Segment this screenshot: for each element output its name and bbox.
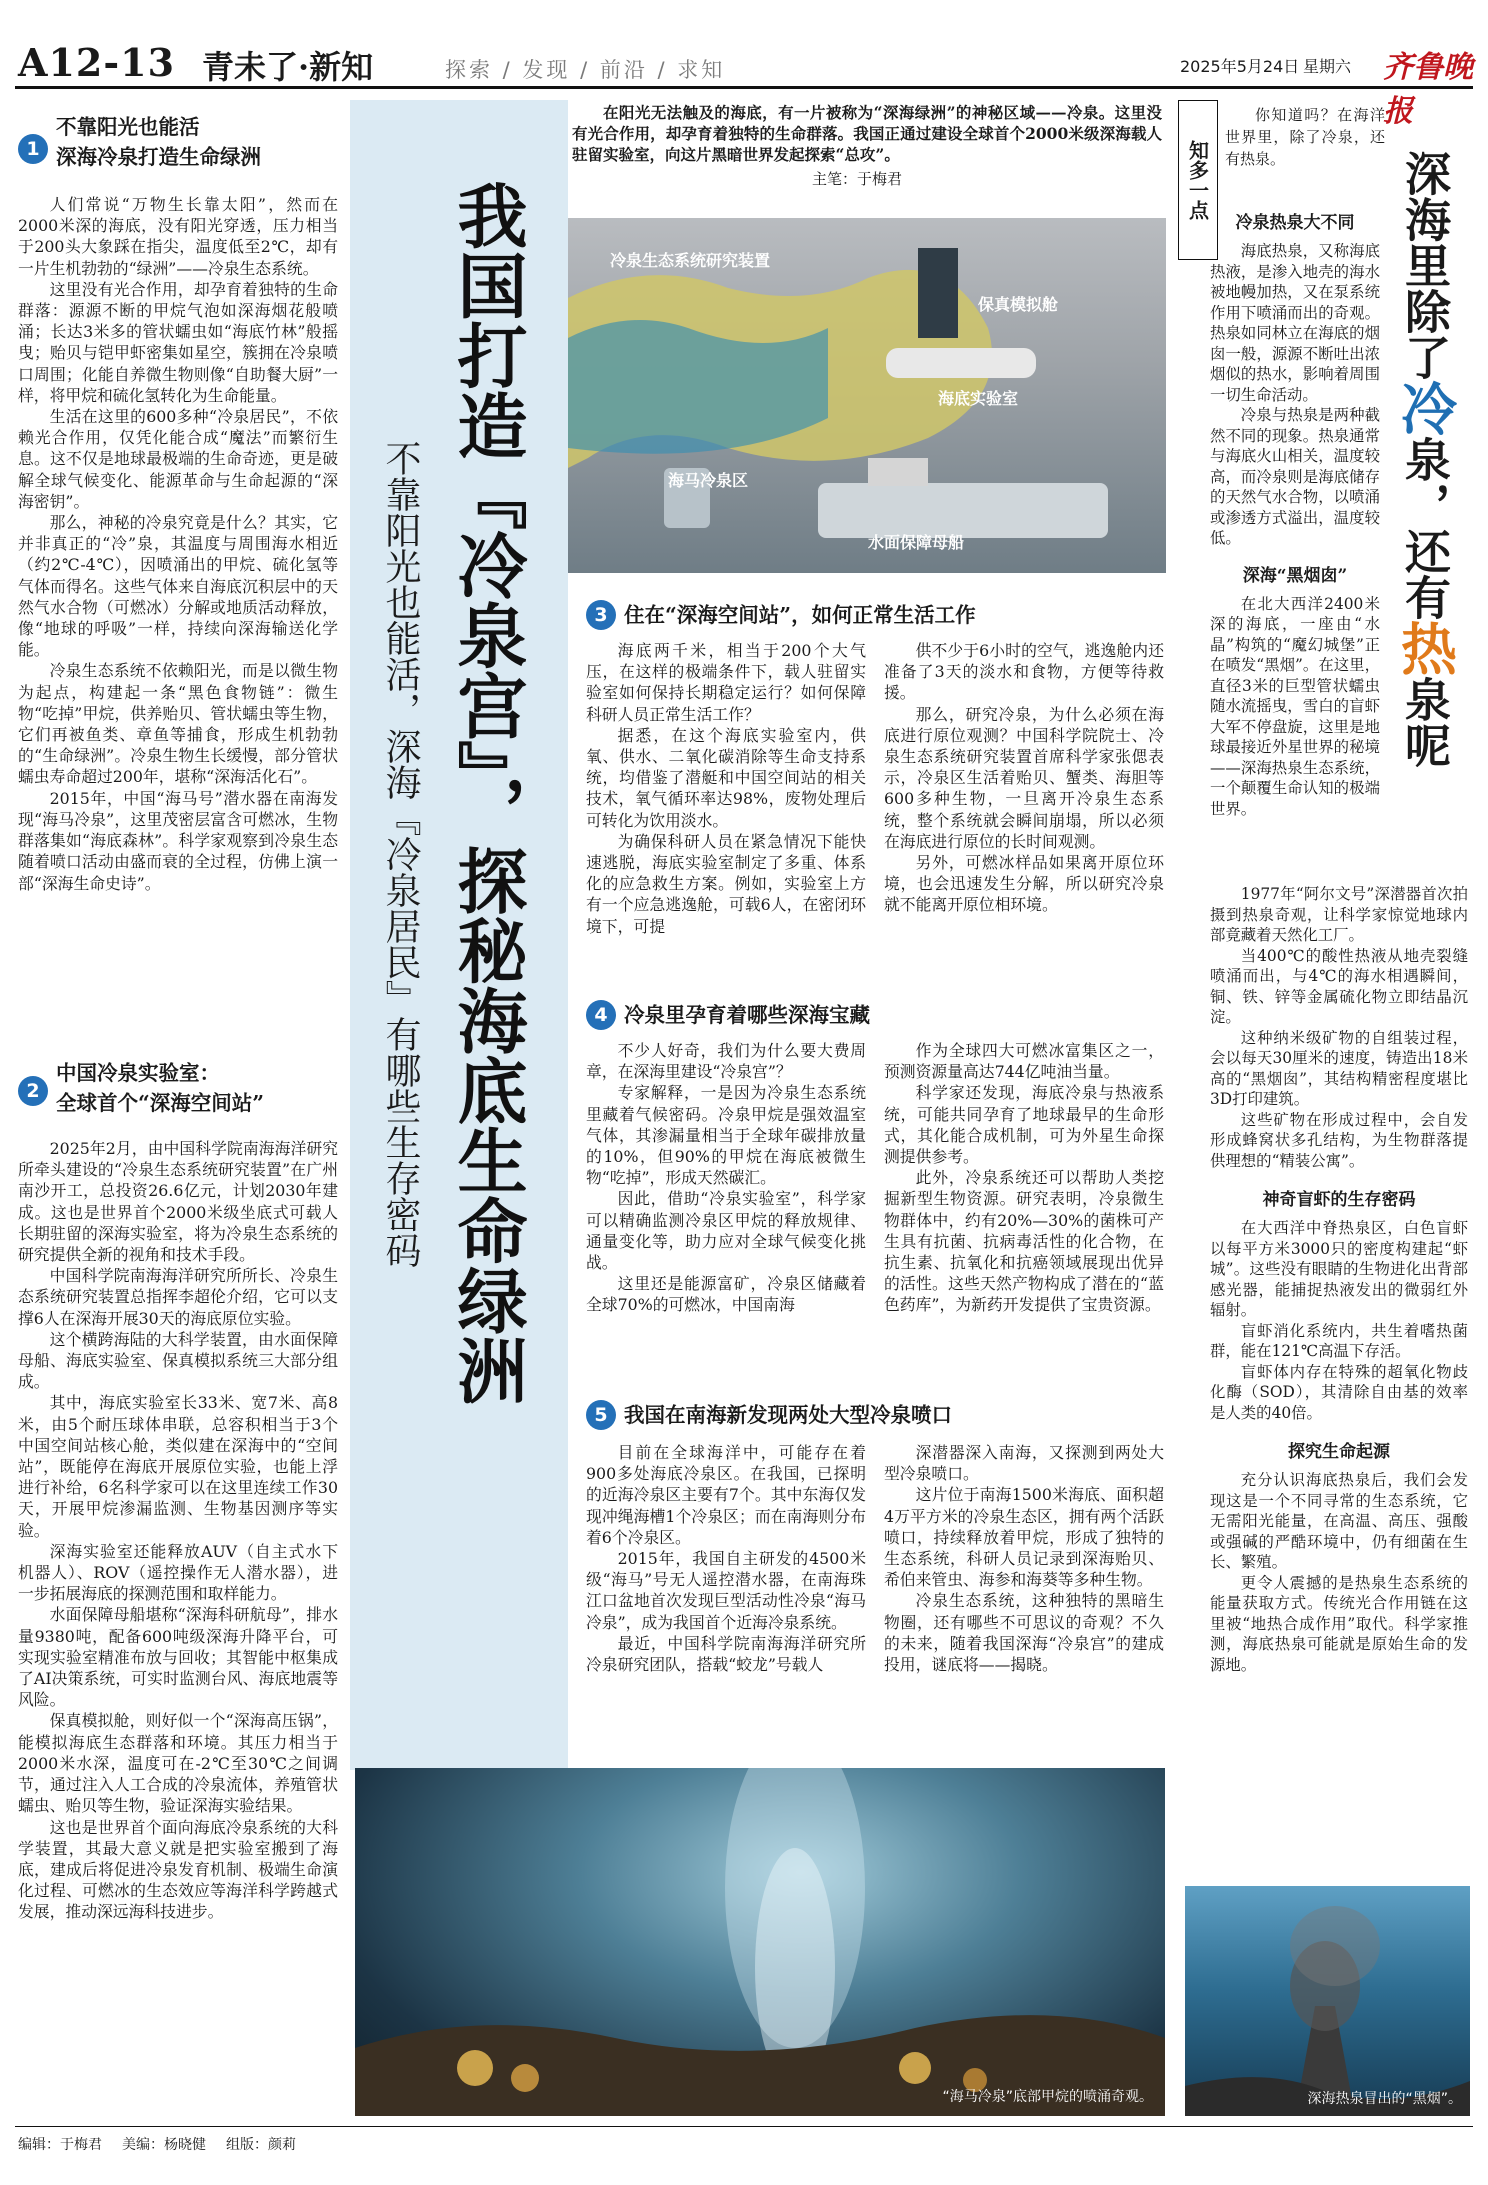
paragraph: 这个横跨海陆的大科学装置，由水面保障母船、海底实验室、保真模拟系统三大部分组成。 <box>18 1329 338 1392</box>
section-5-heading <box>586 1400 1166 1430</box>
section-2 <box>18 1058 338 1923</box>
methane-plume-photo <box>355 1768 1165 2116</box>
paragraph: 为确保科研人员在紧急情况下能快速逃脱，海底实验室制定了多重、体系化的应急救生方案。例如，实验室上方有一个应急逃逸舱，可载6人，在密闭环境下，可提 <box>586 831 866 936</box>
paragraph: 最近，中国科学院南海海洋研究所冷泉研究团队，搭载“蛟龙”号载人 <box>586 1633 866 1675</box>
intro-text: 在阳光无法触及的海底，有一片被称为“深海绿洲”的神秘区域——冷泉。这里没有光合作用，却孕育着独特的生命群落。我国正通过建设全球首个2000米级深海载人驻留实验室，向这片黑暗世界发起探索“总攻”。 <box>572 103 1162 164</box>
section-name: 青未了·新知 <box>202 48 374 86</box>
paragraph: 生活在这里的600多种“冷泉居民”，不依赖光合作用，仅凭化能合成“魔法”而繁衍生息。这不仅是地球最极端的生命奇迹，更是破解全球气候变化、能源革命与生命起源的“深海密钥”。 <box>18 407 338 511</box>
sidebar-headline-cold: 冷 <box>1392 380 1458 436</box>
section-1-title-line1: 不靠阳光也能活 <box>56 115 200 139</box>
photo-label: 海马冷泉区 <box>668 471 749 490</box>
paragraph: 当400℃的酸性热液从地壳裂缝喷涌而出，与4℃的海水相遇瞬间，铜、铁、锌等金属硫化物立即结晶沉淀。 <box>1210 946 1468 1026</box>
newspaper-logo: 齐鲁晚报 <box>1383 50 1473 129</box>
section-5 <box>586 1400 1166 1675</box>
paragraph: 1977年“阿尔文号”深潜器首次拍摄到热泉奇观，让科学家惊觉地球内部竟藏着天然化工厂。 <box>1210 885 1468 944</box>
paragraph: 充分认识海底热泉后，我们会发现这是一个不同寻常的生态系统，它无需阳光能量，在高温、高压、强酸或强碱的严酷环境中，仍有细菌在生长、繁殖。 <box>1210 1471 1468 1571</box>
section-3 <box>586 600 1166 937</box>
paragraph: 保真模拟舱，则好似一个“深海高压锅”，能模拟海底生态群落和环境。其压力相当于2000米水深，温度可在-2℃至30℃之间调节，通过注入人工合成的冷泉流体，养殖管状蠕虫、贻贝等生物，验证深海实验结果。 <box>18 1711 338 1816</box>
paragraph: 这里还是能源富矿，冷泉区储藏着全球70%的可燃冰，中国南海 <box>586 1274 866 1315</box>
section-4-number: 4 <box>586 1000 616 1030</box>
sidebar-subhead: 神奇盲虾的生存密码 <box>1262 1190 1416 1210</box>
paragraph: 专家解释，一是因为冷泉生态系统里藏着气候密码。冷泉甲烷是强效温室气体，其渗漏量相当于全球年碳排放量的10%，但90%的甲烷在海底被微生物“吃掉”，形成天然碳汇。 <box>586 1083 866 1188</box>
paragraph: 2015年，中国“海马号”潜水器在南海发现“海马冷泉”，这里茂密层富含可燃冰，生物群落集如“海底森林”。科学家观察到冷泉生态随着喷口活动由盛而衰的全过程，仿佛上演一部“深海生命史诗”。 <box>18 788 338 893</box>
footer-rule <box>15 2126 1473 2127</box>
paragraph: 此外，冷泉系统还可以帮助人类挖掘新型生物资源。研究表明，冷泉微生物群体中，约有20%—30%的菌株可产生具有抗菌、抗病毒活性的化合物，在抗生素、抗氧化和抗癌领域展现出优异的活性。这些天然产物构成了潜在的“蓝色药库”，为新药开发提供了宝贵资源。 <box>884 1168 1164 1315</box>
paragraph: 这种纳米级矿物的自组装过程，会以每天30厘米的速度，铸造出18米高的“黑烟囱”，其结构精密程度堪比3D打印建筑。 <box>1210 1028 1468 1108</box>
paragraph: 冷泉与热泉是两种截然不同的现象。热泉通常与海底火山相关，温度较高，而冷泉则是海底储存的天然气水合物，以喷涌或渗透方式溢出，温度较低。 <box>1210 406 1380 547</box>
sidebar-col-a <box>1210 208 1380 819</box>
paragraph: 这些矿物在形成过程中，会自发形成蜂窝状多孔结构，为生物群落提供理想的“精装公寓”。 <box>1210 1110 1468 1170</box>
byline: 主笔：于梅君 <box>812 170 903 188</box>
sidebar-intro: 你知道吗？在海洋世界里，除了冷泉，还有热泉。 <box>1225 106 1385 168</box>
paragraph: 冷泉生态系统不依赖阳光，而是以微生物为起点，构建起一条“黑色食物链”：微生物“吃掉”甲烷，供养贻贝、管状蠕虫等生物，它们再被鱼类、章鱼等捕食，形成生机勃勃的“生命绿洲”。冷泉生物生长缓慢，部分管状蠕虫寿命超过200年，堪称“深海活化石”。 <box>18 661 338 787</box>
sidebar-headline-part: 泉，还有 <box>1398 436 1452 620</box>
sidebar-headline-hot: 热 <box>1392 620 1458 676</box>
main-headline: 我国打造『冷泉宫』，探秘海底生命绿洲 <box>446 180 529 1405</box>
sidebar-headline-part: 泉呢 <box>1398 676 1452 768</box>
paragraph: 在北大西洋2400米深的海底，一座由“水晶”构筑的“魔幻城堡”正在喷发“黑烟”。在这里，直径3米的巨型管状蠕虫随水流摇曳，雪白的盲虾大军不停盘旋，这里是地球最接近外星世界的秘境——深海热泉生态系统，一个颠覆生命认知的极端世界。 <box>1210 594 1380 818</box>
paragraph: 目前在全球海洋中，可能存在着900多处海底冷泉区。在我国，已探明的近海冷泉区主要有7个。其中东海仅发现冲绳海槽1个冷泉区；而在南海则分布着6个冷泉区。 <box>586 1443 866 1547</box>
paragraph: 因此，借助“冷泉实验室”，科学家可以精确监测冷泉区甲烷的释放规律、通量变化等，助力应对全球气候变化挑战。 <box>586 1189 866 1273</box>
footer-editor: 编辑：于梅君 <box>18 2137 102 2153</box>
sidebar-headline-part: 深海里除了 <box>1398 150 1452 380</box>
section-4-heading <box>586 1000 1166 1030</box>
paragraph: 这片位于南海1500米海底、面积超4万平方米的冷泉生态区，拥有两个活跃喷口，持续释放着甲烷，形成了独特的生态系统，科研人员记录到深海贻贝、希伯来管虫、海参和海葵等多种生物。 <box>884 1485 1164 1590</box>
paragraph: 深海实验室还能释放AUV（自主式水下机器人）、ROV（遥控操作无人潜水器），进一步拓展海底的探测范围和取样能力。 <box>18 1541 338 1604</box>
paragraph: 更令人震撼的是热泉生态系统的能量获取方式。传统光合作用链在这里被“地热合成作用”取代。科学家推测，海底热泉可能就是原始生命的发源地。 <box>1210 1573 1468 1674</box>
photo-label: 水面保障母船 <box>868 533 965 552</box>
sidebar-subhead: 深海“黑烟囱” <box>1242 565 1348 586</box>
paragraph: 深潜器深入南海，又探测到两处大型冷泉喷口。 <box>884 1443 1164 1484</box>
paragraph: 那么，神秘的冷泉究竟是什么？其实，它并非真正的“冷”泉，其温度与周围海水相近（约2℃-4℃），因喷涌出的甲烷、硫化氢等气体而得名。这些气体来自海底沉积层中的天然气水合物（可燃冰）分解或地质活动释放，像“地球的呼吸”一样，持续向深海输送化学能。 <box>18 513 338 660</box>
page-number: A12-13 <box>18 40 176 85</box>
photo-caption: “海马冷泉”底部甲烷的喷涌奇观。 <box>942 2089 1153 2105</box>
seafloor-illustration <box>355 1768 1165 2116</box>
section-1 <box>18 112 338 894</box>
paragraph: 人们常说“万物生长靠太阳”，然而在2000米深的海底，没有阳光穿透，压力相当于200头大象踩在指尖，温度低至2℃，却有一片生机勃勃的“绿洲”——冷泉生态系统。 <box>18 195 338 278</box>
paragraph: 作为全球四大可燃冰富集区之一，预测资源量高达744亿吨油当量。 <box>884 1041 1164 1082</box>
sidebar-subhead: 探究生命起源 <box>1288 1442 1390 1462</box>
section-4 <box>586 1000 1166 1316</box>
paragraph: 2015年，我国自主研发的4500米级“海马”号无人遥控潜水器，在南海珠江口盆地首次发现巨型活动性冷泉“海马冷泉”，成为我国首个近海冷泉系统。 <box>586 1549 866 1632</box>
section-3-number: 3 <box>586 600 616 630</box>
paragraph: 不少人好奇，我们为什么要大费周章，在深海里建设“冷泉宫”？ <box>586 1041 866 1082</box>
paragraph: 水面保障母船堪称“深海科研航母”，排水量9380吨，配备600吨级深海升降平台，可实现实验室精准布放与回收；其智能中枢集成了AI决策系统，可实时监测台风、海底地震等风险。 <box>18 1605 338 1710</box>
paragraph: 在大西洋中脊热泉区，白色盲虾以每平方米3000只的密度构建起“虾城”。这些没有眼睛的生物进化出背部感光器，能捕捉热液发出的微弱红外辐射。 <box>1210 1219 1468 1319</box>
section-3-title: 住在“深海空间站”，如何正常生活工作 <box>624 603 976 627</box>
section-4-title: 冷泉里孕育着哪些深海宝藏 <box>624 1003 870 1027</box>
section-2-heading <box>18 1058 338 1118</box>
section-tagline: 探索 / 发现 / 前沿 / 求知 <box>445 58 726 82</box>
section-5-number: 5 <box>586 1400 616 1430</box>
sub-headline: 不靠阳光也能活，深海『冷泉居民』有哪些生存密码 <box>380 440 421 1268</box>
sidebar-col-b <box>1210 884 1468 1675</box>
paragraph: 盲虾消化系统内，共生着嗜热菌群，能在121℃高温下存活。 <box>1210 1321 1468 1360</box>
paragraph: 海底热泉，又称海底热液，是渗入地壳的海水被地幔加热，又在泵系统作用下喷涌而出的奇观。热泉如同林立在海底的烟囱一般，源源不断吐出浓烟似的热水，影响着周围一切生命活动。 <box>1210 242 1380 404</box>
section-2-body <box>18 1138 338 1923</box>
section-5-title: 我国在南海新发现两处大型冷泉喷口 <box>624 1403 952 1427</box>
section-1-number: 1 <box>18 134 48 164</box>
paragraph: 其中，海底实验室长33米、宽7米、高8米，由5个耐压球体串联，总容积相当于3个中国空间站核心舱，类似建在深海中的“空间站”，既能停在海底开展原位实验，也能上浮进行补给，6名科学家可以在这里连续工作30天，开展甲烷渗漏监测、生物基因测序等实验。 <box>18 1393 338 1540</box>
sidebar-tag-text: 知多一点 <box>1185 140 1210 220</box>
paragraph: 这里没有光合作用，却孕育着独特的生命群落：源源不断的甲烷气泡如深海烟花般喷涌；长达3米多的管状蠕虫如“海底竹林”般摇曳；贻贝与铠甲虾密集如星空，簇拥在冷泉喷口周围；化能自养微生物则像“自助餐大厨”一样，将甲烷和硫化氢转化为生命能量。 <box>18 279 338 405</box>
sidebar-subhead: 冷泉热泉大不同 <box>1235 213 1355 233</box>
paragraph: 供不少于6小时的空气，逃逸舱内还准备了3天的淡水和食物，方便等待救援。 <box>884 641 1164 703</box>
weekday: 星期六 <box>1303 57 1352 76</box>
section-2-number: 2 <box>18 1076 48 1106</box>
section-5-body <box>586 1442 1166 1675</box>
black-smoker-illustration <box>1185 1886 1470 2116</box>
section-3-heading <box>586 600 1166 630</box>
photo-caption: 深海热泉冒出的“黑烟”。 <box>1307 2091 1462 2107</box>
section-2-title-line2: 全球首个“深海空间站” <box>56 1091 265 1115</box>
header-rule <box>15 86 1473 89</box>
paragraph: 2025年2月，由中国科学院南海海洋研究所牵头建设的“冷泉生态系统研究装置”在广州南沙开工，总投资26.6亿元，计划2030年建成。这也是世界首个2000米级坐底式可载人长期驻留的深海实验室，将为冷泉生态系统的研究提供全新的视角和技术手段。 <box>18 1139 338 1265</box>
cold-spring-device-photo <box>568 218 1166 573</box>
paragraph: 这也是世界首个面向海底冷泉系统的大科学装置，其最大意义就是把实验室搬到了海底，建成后将促进冷泉发育机制、极端生命演化过程、可燃冰的生态效应等海洋科学跨越式发展，推动深远海科技进步。 <box>18 1817 338 1922</box>
paragraph: 科学家还发现，海底冷泉与热液系统，可能共同孕育了地球最早的生命形式，其化能合成机制，可为外星生命探测提供参考。 <box>884 1083 1164 1167</box>
paragraph: 中国科学院南海海洋研究所所长、冷泉生态系统研究装置总指挥李超伦介绍，它可以支撑6人在深海开展30天的海底原位实验。 <box>18 1266 338 1328</box>
footer-credits <box>18 2134 296 2154</box>
photo-label: 冷泉生态系统研究装置 <box>610 251 771 270</box>
footer-proof: 组版：颜莉 <box>226 2137 296 2153</box>
device-model-illustration <box>568 218 1166 573</box>
sidebar-headline <box>1392 150 1458 830</box>
paragraph: 另外，可燃冰样品如果离开原位环境，也会迅速发生分解，所以研究冷泉就不能离开原位相环境。 <box>884 853 1164 915</box>
section-1-body <box>18 194 338 894</box>
section-4-body <box>586 1040 1166 1316</box>
section-2-title-line1: 中国冷泉实验室： <box>56 1061 220 1085</box>
section-3-body <box>586 640 1166 937</box>
section-1-title-line2: 深海冷泉打造生命绿洲 <box>56 145 261 169</box>
paragraph: 盲虾体内存在特殊的超氧化物歧化酶（SOD），其清除自由基的效率是人类的40倍。 <box>1210 1362 1468 1422</box>
photo-label: 保真模拟舱 <box>978 295 1059 314</box>
footer-art: 美编：杨晓健 <box>122 2137 206 2153</box>
issue-date: 2025年5月24日 <box>1180 57 1300 76</box>
paragraph: 那么，研究冷泉，为什么必须在海底进行原位观测？中国科学院院士、冷泉生态系统研究装置首席科学家张偲表示，冷泉区生活着贻贝、蟹类、海胆等600多种生物，一旦离开冷泉生态系统，整个系统就会瞬间崩塌，所以必须在海底进行原位的长时间观测。 <box>884 704 1164 851</box>
photo-label: 海底实验室 <box>938 389 1019 408</box>
paragraph: 海底两千米，相当于200个大气压，在这样的极端条件下，载人驻留实验室如何保持长期稳定运行？如何保障科研人员正常生活工作？ <box>586 641 866 724</box>
paragraph: 据悉，在这个海底实验室内，供氧、供水、二氧化碳消除等生命支持系统，均借鉴了潜艇和中国空间站的相关技术，氧气循环率达98%，废物处理后可转化为饮用淡水。 <box>586 725 866 830</box>
paragraph: 冷泉生态系统，这种独特的黑暗生物圈，还有哪些不可思议的奇观？不久的未来，随着我国深海“冷泉宫”的建成投用，谜底将——揭晓。 <box>884 1591 1164 1675</box>
section-1-heading <box>18 112 338 172</box>
hydrothermal-vent-photo <box>1185 1886 1470 2116</box>
